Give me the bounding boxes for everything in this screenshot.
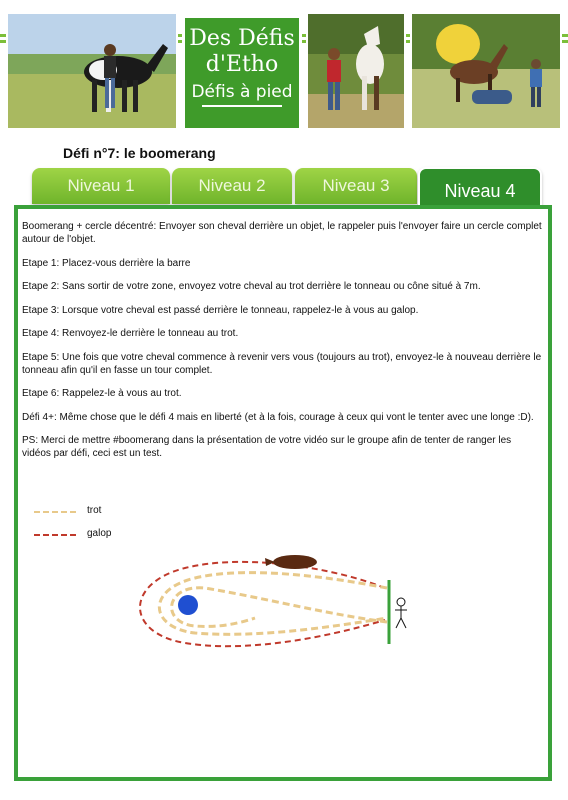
tab-niveau-2[interactable]: Niveau 2: [172, 168, 292, 204]
step-6: Etape 6: Rappelez-le à vous au trot.: [22, 388, 182, 399]
step-5: Etape 5: Une fois que votre cheval commence à revenir vers vous (toujours au trot), envoyez-le à nouveau derrière le tonneau afin qu'il en fasse un tour complet.: [22, 351, 542, 376]
legend-trot-label: trot: [87, 505, 102, 516]
intro-text: Boomerang + cercle décentré: Envoyer son cheval derrière un objet, le rappeler puis l'envoyer faire un cercle complet autour de l'objet.: [22, 221, 542, 245]
trot-path-inner: [172, 588, 387, 627]
legend-galop-label: galop: [87, 528, 112, 539]
tab-niveau-1[interactable]: Niveau 1: [32, 168, 170, 204]
logo-underline: [202, 105, 282, 107]
step-3: Etape 3: Lorsque votre cheval est passé derrière le tonneau, rappelez-le à vous au galop.: [22, 304, 419, 316]
step-4: Etape 4: Renvoyez-le derrière le tonneau au trot.: [22, 328, 239, 339]
trot-line-swatch: [34, 511, 76, 513]
horse-shape: [273, 555, 317, 569]
defi-4-plus: Défi 4+: Même chose que le défi 4 mais en liberté (et à la fois, courage à ceux qui vont le tenter avec une longe :D).: [22, 411, 534, 423]
logo-line1: Des Défis: [189, 26, 295, 51]
horse-and-person-photo: [6, 12, 178, 130]
person-and-horse-photo: [306, 12, 406, 130]
step-1: Etape 1: Placez-vous derrière la barre: [22, 257, 191, 269]
page-title: Défi n°7: le boomerang: [63, 145, 216, 161]
tab-niveau-3[interactable]: Niveau 3: [295, 168, 417, 204]
horse-jumping-photo: [410, 12, 562, 130]
logo-tagline: Défis à pied: [191, 82, 293, 102]
horse-head-icon: [265, 558, 275, 566]
level-tabs: [14, 168, 554, 208]
logo-line2: d'Etho: [205, 52, 279, 77]
header-banner: [0, 6, 568, 130]
tab-niveau-4[interactable]: Niveau 4: [418, 167, 542, 207]
des-defis-logo: [182, 15, 302, 131]
boomerang-diagram: [125, 548, 415, 658]
ps-note: PS: Merci de mettre #boomerang dans la présentation de votre vidéo sur le groupe afin de tenter de ranger les vidéos par défi, ceci est un test.: [22, 435, 512, 459]
step-2: Etape 2: Sans sortir de votre zone, envoyez votre cheval au trot derrière le tonneau ou cône situé à 7m.: [22, 281, 481, 292]
barrel-marker: [178, 595, 198, 615]
person-icon: [395, 598, 407, 628]
galop-line-swatch: [34, 534, 76, 536]
instructions: [22, 220, 542, 471]
